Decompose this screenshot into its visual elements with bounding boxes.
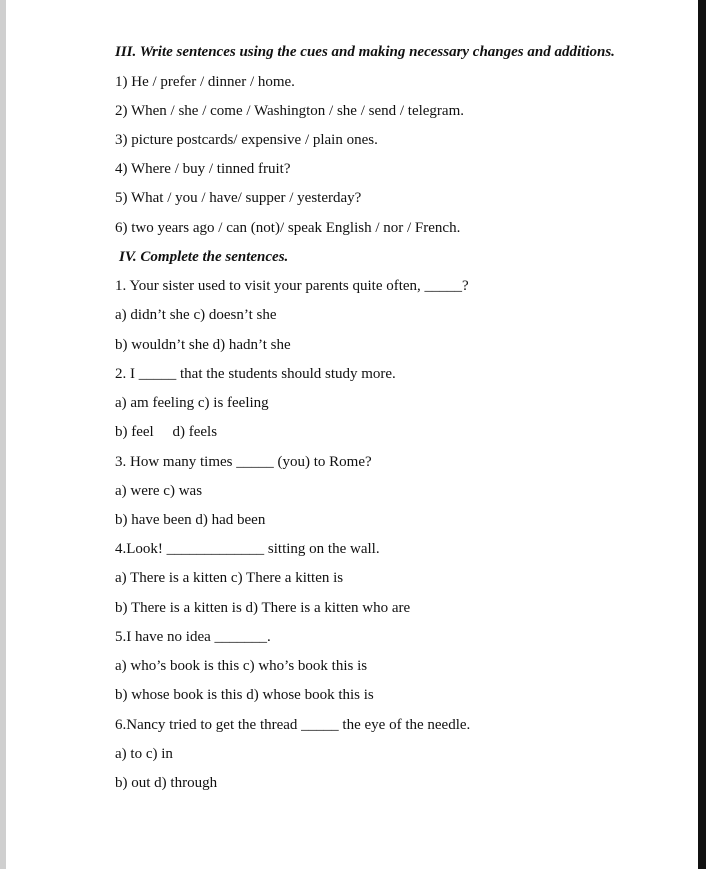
section-4-heading: IV. Complete the sentences. (119, 249, 289, 265)
question-6-options-ac: a) to c) in (115, 746, 173, 762)
section-3-heading: III. Write sentences using the cues and making necessary changes and additions. (115, 44, 615, 60)
question-5-options-ac: a) who’s book is this c) who’s book this is (115, 658, 368, 674)
question-4: 4.Look! _____________ sitting on the wall. (115, 541, 380, 557)
section-3-item: 5) What / you / have/ supper / yesterday? (115, 190, 362, 206)
question-3-options-bd: b) have been d) had been (115, 512, 266, 528)
question-5-options-bd: b) whose book is this d) whose book this is (115, 687, 374, 703)
question-4-options-ac: a) There is a kitten c) There a kitten is (115, 570, 344, 586)
question-2-options-ac: a) am feeling c) is feeling (115, 395, 269, 411)
question-1-options-ac: a) didn’t she c) doesn’t she (115, 307, 277, 323)
question-3: 3. How many times _____ (you) to Rome? (115, 454, 372, 470)
question-5: 5.I have no idea _______. (115, 629, 271, 645)
question-2-options-bd: b) feel d) feels (115, 424, 218, 440)
question-3-options-ac: a) were c) was (115, 483, 203, 499)
section-3-item: 1) He / prefer / dinner / home. (115, 74, 295, 90)
section-3-item: 4) Where / buy / tinned fruit? (115, 161, 291, 177)
question-1-options-bd: b) wouldn’t she d) hadn’t she (115, 337, 291, 353)
section-3-item: 3) picture postcards/ expensive / plain ones. (115, 132, 378, 148)
question-2: 2. I _____ that the students should study more. (115, 366, 396, 382)
question-1: 1. Your sister used to visit your parents quite often, _____? (115, 278, 469, 294)
question-6-options-bd: b) out d) through (115, 775, 218, 791)
question-4-options-bd: b) There is a kitten is d) There is a kitten who are (115, 600, 411, 616)
section-3-item: 6) two years ago / can (not)/ speak English / nor / French. (115, 220, 461, 236)
section-3-item: 2) When / she / come / Washington / she / send / telegram. (115, 103, 464, 119)
question-6: 6.Nancy tried to get the thread _____ the eye of the needle. (115, 717, 471, 733)
